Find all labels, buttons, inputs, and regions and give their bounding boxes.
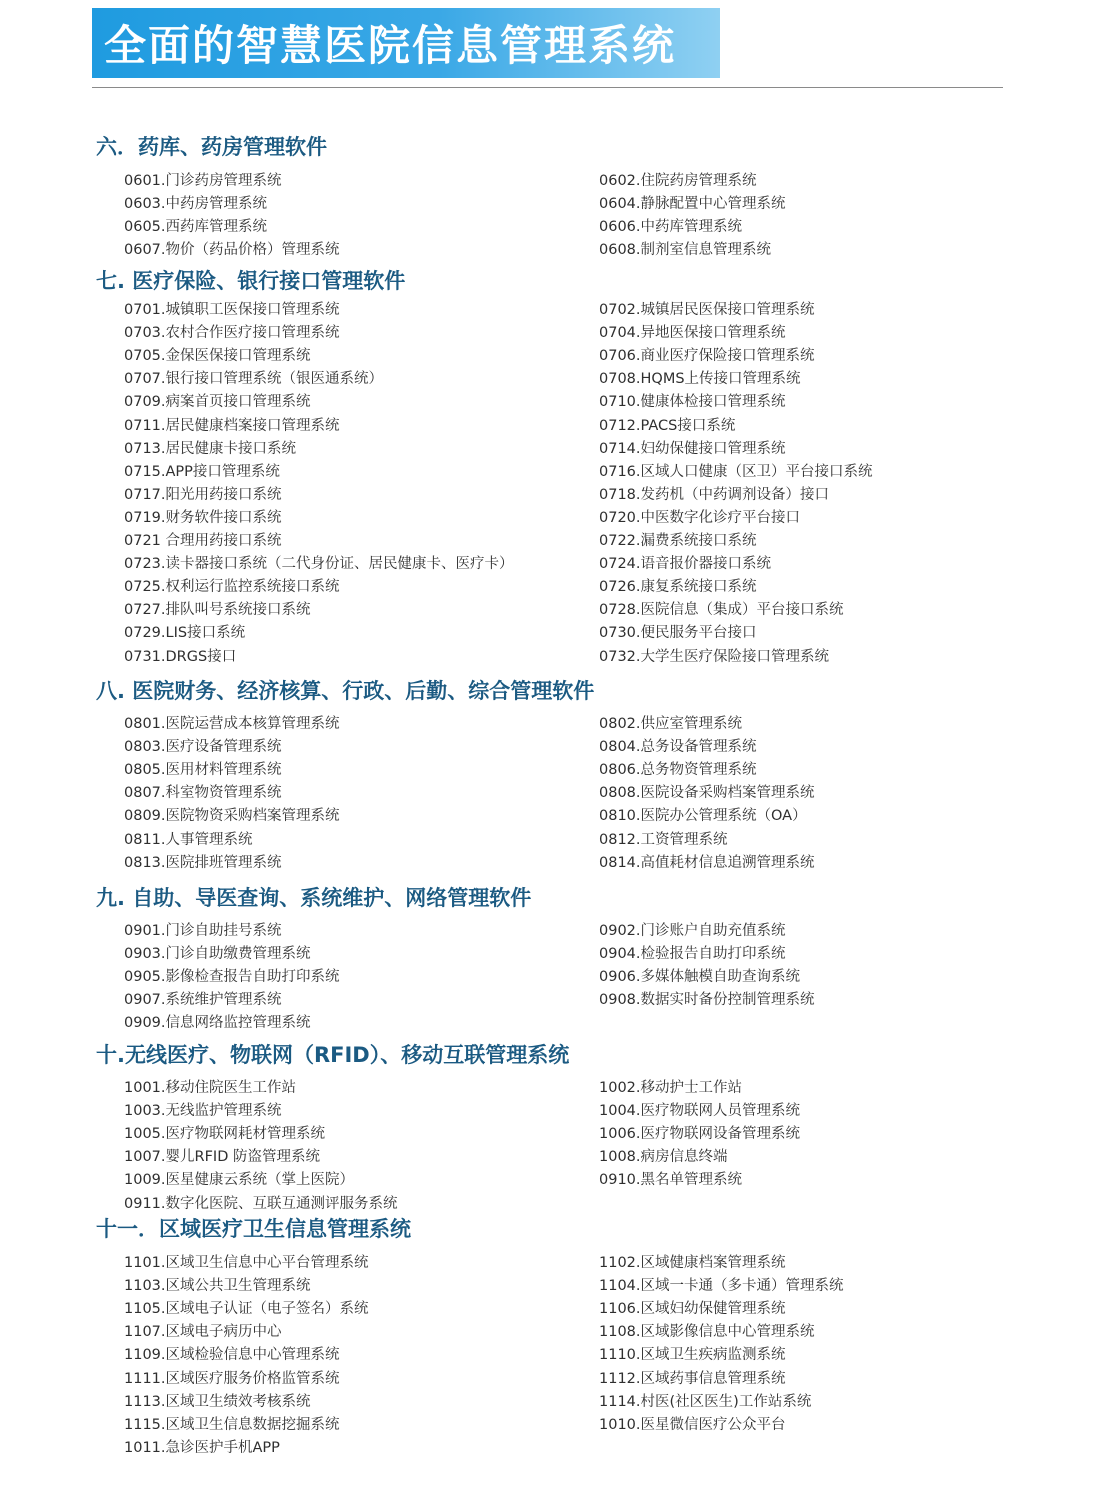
system-list-item: 1111.区域医疗服务价格监管系统 — [124, 1370, 340, 1387]
system-list-item: 0703.农村合作医疗接口管理系统 — [124, 325, 340, 342]
system-list-item: 0732.大学生医疗保险接口管理系统 — [599, 648, 830, 665]
system-list-item: 1004.医疗物联网人员管理系统 — [599, 1103, 801, 1120]
system-list-item: 0909.信息网络监控管理系统 — [124, 1015, 311, 1032]
system-list-item: 0706.商业医疗保险接口管理系统 — [599, 348, 815, 365]
system-list-item: 1102.区域健康档案管理系统 — [599, 1255, 786, 1271]
system-list-item: 0606.中药库管理系统 — [599, 219, 743, 236]
system-list-item: 0709.病案首页接口管理系统 — [124, 394, 311, 411]
title-banner — [92, 8, 720, 78]
system-list-item: 0806.总务物资管理系统 — [599, 762, 757, 779]
section-title: 七. 医疗保险、银行接口管理软件 — [96, 269, 406, 293]
system-list-item: 0723.读卡器接口系统（二代身份证、居民健康卡、医疗卡） — [124, 556, 514, 573]
system-list-item: 0720.中医数字化诊疗平台接口 — [599, 509, 801, 526]
system-list-item: 0729.LIS接口系统 — [124, 625, 246, 642]
system-list-item: 0728.医院信息（集成）平台接口系统 — [599, 602, 844, 619]
system-list-item: 0603.中药房管理系统 — [124, 196, 268, 213]
system-list-item: 0601.门诊药房管理系统 — [124, 173, 282, 189]
system-list-item: 0722.漏费系统接口系统 — [599, 533, 757, 549]
section-title: 六．药库、药房管理软件 — [96, 135, 327, 159]
section-title: 八. 医院财务、经济核算、行政、后勤、综合管理软件 — [96, 679, 595, 703]
system-list-item: 1006.医疗物联网设备管理系统 — [599, 1126, 801, 1143]
system-list-item: 0904.检验报告自助打印系统 — [599, 946, 786, 963]
system-list-item: 0905.影像检查报告自助打印系统 — [124, 969, 340, 986]
system-list-item: 0607.物价（药品价格）管理系统 — [124, 242, 340, 259]
system-list-item: 0715.APP接口管理系统 — [124, 463, 280, 480]
system-list-item: 0716.区域人口健康（区卫）平台接口系统 — [599, 463, 873, 480]
system-list-item: 0705.金保医保接口管理系统 — [124, 348, 311, 365]
section-title: 九. 自助、导医查询、系统维护、网络管理软件 — [96, 886, 532, 910]
system-list-item: 1107.区域电子病历中心 — [124, 1324, 282, 1341]
system-list-item: 0811.人事管理系统 — [124, 831, 253, 848]
system-list-item: 0727.排队叫号系统接口系统 — [124, 602, 311, 619]
system-list-item: 1009.医星健康云系统（掌上医院） — [124, 1172, 355, 1189]
system-list-item: 0901.门诊自助挂号系统 — [124, 923, 282, 939]
system-list-item: 0721 合理用药接口系统 — [124, 533, 282, 549]
system-list-item: 1101.区域卫生信息中心平台管理系统 — [124, 1255, 369, 1271]
system-list-item: 0911.数字化医院、互联互通测评服务系统 — [124, 1195, 398, 1212]
system-list-item: 0902.门诊账户自助充值系统 — [599, 923, 786, 939]
system-list-item: 1108.区域影像信息中心管理系统 — [599, 1324, 815, 1341]
system-list-item: 0731.DRGS接口 — [124, 648, 237, 665]
page-title: 全面的智慧医院信息管理系统 — [104, 21, 677, 70]
section-title: 十一．区域医疗卫生信息管理系统 — [96, 1217, 411, 1241]
system-list-item: 0708.HQMS上传接口管理系统 — [599, 371, 801, 388]
system-list-item: 0605.西药库管理系统 — [124, 219, 268, 236]
header-divider — [92, 87, 1003, 88]
system-list-item: 0730.便民服务平台接口 — [599, 625, 757, 642]
system-list-item: 1113.区域卫生绩效考核系统 — [124, 1393, 311, 1410]
system-list-item: 1010.医星微信医疗公众平台 — [599, 1416, 786, 1433]
system-list-item: 0718.发药机（中药调剂设备）接口 — [599, 486, 830, 503]
system-list-item: 0604.静脉配置中心管理系统 — [599, 196, 786, 213]
system-list-item: 1109.区域检验信息中心管理系统 — [124, 1347, 340, 1364]
system-list-item: 0809.医院物资采购档案管理系统 — [124, 808, 340, 825]
system-list-item: 0805.医用材料管理系统 — [124, 762, 282, 779]
system-list-item: 1008.病房信息终端 — [599, 1149, 728, 1166]
system-list-item: 1003.无线监护管理系统 — [124, 1103, 282, 1120]
system-list-item: 0814.高值耗材信息追溯管理系统 — [599, 854, 815, 871]
system-list-item: 0713.居民健康卡接口系统 — [124, 440, 297, 457]
system-list-item: 0802.供应室管理系统 — [599, 716, 743, 732]
system-list-item: 0704.异地医保接口管理系统 — [599, 325, 786, 342]
system-list-item: 0712.PACS接口系统 — [599, 417, 736, 434]
system-list-item: 0813.医院排班管理系统 — [124, 854, 282, 871]
system-list-item: 1002.移动护士工作站 — [599, 1080, 743, 1096]
system-list-item: 0719.财务软件接口系统 — [124, 509, 282, 526]
system-list-item: 1110.区域卫生疾病监测系统 — [599, 1347, 786, 1364]
system-list-item: 0725.权利运行监控系统接口系统 — [124, 579, 340, 596]
system-list-item: 1007.婴儿RFID 防盗管理系统 — [124, 1149, 320, 1166]
system-list-item: 0812.工资管理系统 — [599, 831, 728, 848]
system-list-item: 0602.住院药房管理系统 — [599, 173, 757, 189]
system-list-item: 0906.多媒体触模自助查询系统 — [599, 969, 801, 986]
system-list-item: 0807.科室物资管理系统 — [124, 785, 282, 802]
system-list-item: 0804.总务设备管理系统 — [599, 739, 757, 756]
system-list-item: 1114.村医(社区医生)工作站系统 — [599, 1393, 812, 1410]
system-list-item: 0717.阳光用药接口系统 — [124, 486, 282, 503]
system-list-item: 0714.妇幼保健接口管理系统 — [599, 440, 786, 457]
system-list-item: 0808.医院设备采购档案管理系统 — [599, 785, 815, 802]
system-list-item: 0726.康复系统接口系统 — [599, 579, 757, 596]
system-list-item: 0702.城镇居民医保接口管理系统 — [599, 302, 815, 318]
system-list-item: 1104.区域一卡通（多卡通）管理系统 — [599, 1278, 844, 1295]
system-list-item: 0810.医院办公管理系统（OA） — [599, 808, 807, 825]
system-list-item: 1005.医疗物联网耗材管理系统 — [124, 1126, 326, 1143]
system-list-item: 1001.移动住院医生工作站 — [124, 1080, 297, 1096]
section-title: 十.无线医疗、物联网（RFID）、移动互联管理系统 — [96, 1043, 570, 1067]
system-list-item: 0608.制剂室信息管理系统 — [599, 242, 772, 259]
system-list-item: 0711.居民健康档案接口管理系统 — [124, 417, 340, 434]
system-list-item: 0801.医院运营成本核算管理系统 — [124, 716, 340, 732]
system-list-item: 0803.医疗设备管理系统 — [124, 739, 282, 756]
system-list-item: 0701.城镇职工医保接口管理系统 — [124, 302, 340, 318]
system-list-item: 1115.区域卫生信息数据挖掘系统 — [124, 1416, 340, 1433]
system-list-item: 1105.区域电子认证（电子签名）系统 — [124, 1301, 369, 1318]
system-list-item: 0908.数据实时备份控制管理系统 — [599, 992, 815, 1009]
system-list-item: 0903.门诊自助缴费管理系统 — [124, 946, 311, 963]
system-list-item: 0910.黑名单管理系统 — [599, 1172, 743, 1189]
system-list-item: 1011.急诊医护手机APP — [124, 1439, 280, 1456]
system-list-item: 0710.健康体检接口管理系统 — [599, 394, 786, 411]
system-list-item: 1112.区域药事信息管理系统 — [599, 1370, 786, 1387]
system-list-item: 0707.银行接口管理系统（银医通系统） — [124, 371, 384, 388]
system-list-item: 1103.区域公共卫生管理系统 — [124, 1278, 311, 1295]
system-list-item: 1106.区域妇幼保健管理系统 — [599, 1301, 786, 1318]
system-list-item: 0907.系统维护管理系统 — [124, 992, 282, 1009]
system-list-item: 0724.语音报价器接口系统 — [599, 556, 772, 573]
